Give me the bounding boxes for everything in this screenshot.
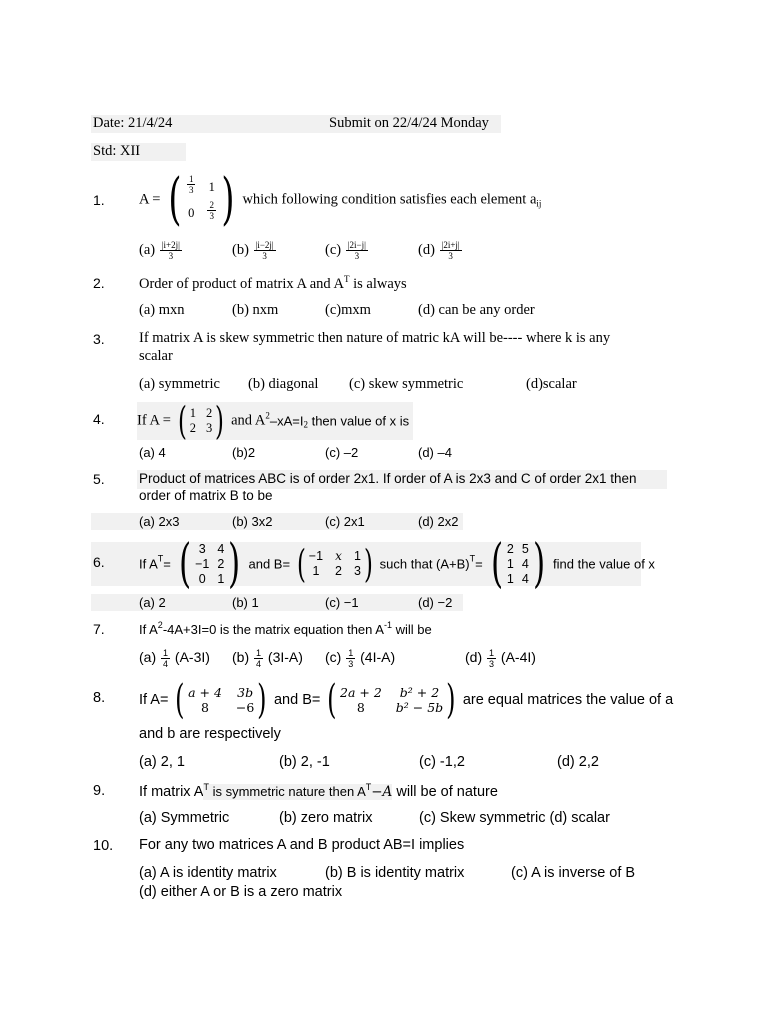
q1-matrix: ( $\frac{1}{3}$ 1 0 $\frac{2}{3}$ ) [168,167,235,232]
q3-option-d: (d)scalar [526,376,577,392]
q5-option-c: (c) 2x1 [325,514,365,529]
date-text: Date: 21/4/24 [93,115,173,131]
matrix-cell: 2 [206,406,213,420]
date-line [91,115,501,133]
q4-text3: then value of x is [307,413,410,429]
q6-mid2: such that (A+B) [379,556,470,572]
option-num: |2i−j| [347,240,366,250]
matrix-cell: 3 [198,541,206,556]
q7-option-a [139,648,210,669]
q6-sup: T [157,553,164,564]
q5-option-d: (d) 2x2 [418,514,459,529]
q3-option-a: (a) symmetric [139,376,220,392]
q3-option-b: (b) diagonal [248,376,319,392]
q7-sup: 2 [157,620,163,630]
q7-text3: will be [391,622,432,637]
q3-line1: If matrix A is skew symmetric then nature of matric kA will be---- where k is any [139,330,611,346]
q1-text: which following condition satisfies each element a [242,191,537,208]
matrix-cell: 5 [521,541,529,556]
q3-line2: scalar [139,348,173,364]
question-number: 5. [93,471,105,487]
q3-option-c: (c) skew symmetric [349,376,464,392]
matrix-cell: 2a + 2 [340,685,382,700]
q6-matrix-a: ( 3 4 −1 2 0 1 ) [178,534,241,594]
option-rest: (3I-A) [264,649,303,666]
q9-text: If matrix A [139,784,204,800]
q8-text: are equal matrices the value of a [462,692,674,708]
q2-stem [139,274,407,293]
q2-text2: is always [349,276,407,292]
matrix-cell: 3 [354,564,361,578]
q10-option-a: (a) A is identity matrix [139,865,277,881]
matrix-cell: −1 [308,549,324,563]
question-number: 8. [93,690,106,706]
matrix-cell: 3b [237,685,254,700]
q8-matrix-a: ( a + 4 3b 8 −6 ) [175,677,267,723]
q6-prefix: If A [139,556,158,572]
matrix-cell: 4 [521,571,529,586]
q1-prefix: A = [139,191,161,208]
option-num: 1 [256,648,262,658]
q5-line2: order of matrix B to be [139,488,273,503]
q9-sup: T [203,782,209,792]
q5-option-a: (a) 2x3 [139,514,180,529]
matrix-cell: $\frac{1}{3}$ [188,174,194,195]
matrix-cell: 2 [335,564,342,578]
q9-option-c: (c) Skew symmetric (d) scalar [419,810,610,826]
q7-option-d [465,648,536,669]
q8-option-a: (a) 2, 1 [139,754,185,770]
q6-matrix-c: ( 2 5 1 4 1 4 ) [490,534,546,594]
question-number: 6. [93,554,105,570]
std-text: Std: XII [93,143,141,159]
matrix-cell: 0 [188,206,195,220]
q8-prefix: If A= [139,692,169,708]
option-label: (d) [418,241,435,258]
q6-matrix-b: ( −1 x 1 1 2 3 ) [296,542,373,586]
matrix-cell: 8 [356,700,365,715]
q1-sub: ij [536,198,542,209]
q6-sup2: T [469,553,476,564]
matrix-cell: 2 [506,541,514,556]
q7-text: If A [139,622,158,637]
q10-option-d: (d) either A or B is a zero matrix [139,884,343,900]
matrix-cell: a + 4 [188,685,222,700]
std-line [91,143,186,161]
q5-line1-bg [137,470,667,489]
matrix-cell: b² + 2 [399,685,440,700]
q5-option-b: (b) 3x2 [232,514,273,529]
q9-stem [139,782,498,800]
option-den: 3 [489,659,495,669]
option-den: 3 [348,659,354,669]
q4-stem [137,399,413,443]
q4-option-b: (b)2 [232,445,256,460]
matrix-cell: 1 [354,549,361,563]
q9-option-a: (a) Symmetric [139,810,230,826]
q9-text2: is symmetric nature then A [208,784,366,799]
q4-matrix: ( 1 2 2 3 ) [177,399,225,443]
option-rest: (A-4I) [497,649,536,666]
q7-option-b [232,648,303,669]
option-num: 1 [489,648,495,658]
q9-text4: will be of nature [392,784,498,800]
matrix-cell: b² − 5b [395,700,444,715]
q7-stem [139,620,432,637]
q6-text: find the value of x [553,556,655,572]
q6-option-b: (b) 1 [232,595,259,610]
matrix-cell: 0 [198,571,206,586]
q10-option-c: (c) A is inverse of B [511,865,636,881]
matrix-cell: 3 [206,421,213,435]
q5-line1: Product of matrices ABC is of order 2x1. If order of A is 2x3 and C of order 2x1 then [139,471,637,486]
matrix-cell: 1 [189,406,197,420]
q8-option-c: (c) -1,2 [419,754,465,770]
option-label: (a) [139,241,156,258]
q7-option-c [325,648,395,669]
q2-option-a: (a) mxn [139,302,185,318]
matrix-cell: 1 [506,571,514,586]
question-number: 9. [93,783,106,799]
question-number: 10. [93,838,114,854]
q6-mid: and B= [248,556,291,572]
matrix-cell: 4 [521,556,529,571]
q4-option-d: (d) –4 [418,445,452,460]
option-label: (d) [465,649,483,666]
option-den: 4 [163,659,169,669]
option-den: 3 [354,251,360,261]
q8-stem [139,677,674,723]
submit-text: Submit on 22/4/24 Monday [329,115,489,131]
option-num: |i+2j| [161,240,180,250]
question-number: 2. [93,275,105,291]
option-label: (c) [325,241,342,258]
question-number: 3. [93,331,105,347]
q1-option-b [232,240,277,261]
matrix-cell: 8 [201,700,209,715]
q4-prefix: If A = [137,412,171,429]
q7-text2: -4A+3I=0 is the matrix equation then A [162,622,384,637]
question-number: 1. [93,192,105,208]
q1-option-a [139,240,183,261]
q8-line2: and b are respectively [139,726,281,742]
q6-stem [139,534,655,594]
q10-option-b: (b) B is identity matrix [325,865,465,881]
matrix-cell: 1 [217,571,225,586]
option-den: 4 [256,659,262,669]
q9-option-b: (b) zero matrix [279,810,373,826]
q4-text2: –xA=I [269,413,304,429]
q7-sup2: -1 [383,620,392,630]
matrix-cell: −6 [235,700,255,715]
option-label: (b) [232,241,249,258]
q1-stem [139,167,542,232]
matrix-cell: 2 [189,421,197,435]
question-number: 4. [93,411,105,427]
matrix-cell: 4 [217,541,225,556]
q4-option-c: (c) –2 [325,445,359,460]
option-den: 3 [168,251,174,261]
q4-text: and A [231,412,266,429]
q6-eq2: = [475,556,483,572]
q9-sup2: T [365,782,372,792]
q8-matrix-b: ( 2a + 2 b² + 2 8 b² − 5b ) [327,677,456,723]
q2-sup: T [343,274,350,284]
q6-option-a: (a) 2 [139,595,166,610]
q4-sup: 2 [265,410,270,421]
q6-option-c: (c) −1 [325,595,359,610]
q4-sub: 2 [303,419,308,430]
question-number: 7. [93,621,105,637]
q8-mid: and B= [273,692,321,708]
matrix-cell: −1 [195,556,210,571]
q1-option-d [418,240,463,261]
q2-option-c: (c)mxm [325,302,371,318]
matrix-cell: $\frac{2}{3}$ [209,200,214,221]
option-rest: (4I-A) [356,649,396,666]
option-label: (b) [232,649,250,666]
option-den: 3 [262,251,267,261]
q2-option-b: (b) nxm [232,302,279,318]
option-rest: (A-3I) [171,649,210,666]
q1-option-c [325,240,369,261]
q8-option-d: (d) 2,2 [557,754,599,770]
q10-text: For any two matrices A and B product AB=I implies [139,837,465,853]
option-num: 1 [163,648,169,658]
option-label: (a) [139,649,157,666]
q6-eq: = [163,556,171,572]
matrix-cell: 1 [208,180,215,194]
matrix-cell: 1 [506,556,514,571]
option-num: 1 [348,648,354,658]
q6-option-d: (d) −2 [418,595,453,610]
option-den: 3 [448,251,453,261]
q8-option-b: (b) 2, -1 [279,754,330,770]
option-num: |2i+j| [441,240,460,250]
matrix-cell: x [335,549,342,563]
option-num: |i−2j| [255,240,274,250]
matrix-cell: 2 [217,556,225,571]
option-label: (c) [325,649,342,666]
q9-text3: −A [371,784,393,800]
q4-option-a: (a) 4 [139,445,166,460]
q2-option-d: (d) can be any order [418,302,535,318]
matrix-cell: 1 [312,564,320,578]
q2-text: Order of product of matrix A and A [139,276,344,292]
